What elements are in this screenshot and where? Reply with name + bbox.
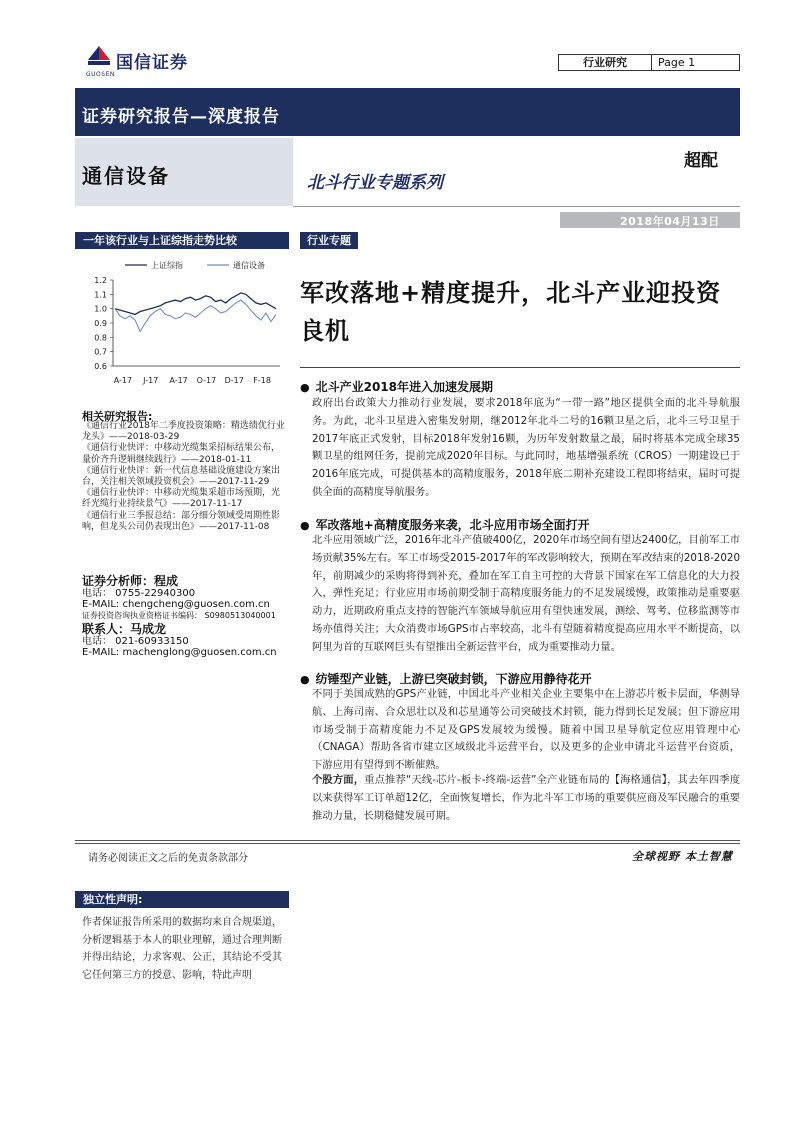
section-heading: ● 军改落地+高精度服务来袭，北斗应用市场全面打开 [300,516,590,533]
y-tick-label: 1.1 [94,290,107,300]
topic-tag: 行业专题 [300,232,358,249]
related-item: 《通信行业三季报总结：部分细分领域受周期性影响，但龙头公司仍表现出色》——2017-11-08 [82,510,281,532]
y-tick-label: 0.6 [94,362,107,371]
page-label: Page [658,56,685,69]
logo-name: 国信证券 [116,53,188,73]
legend-label: 通信设备 [233,261,265,270]
series-line-sector [115,300,276,332]
report-date: 2018年04月13日 [620,215,720,228]
title-divider [300,367,740,368]
analyst-phone: 电话： 0755-22940300 [82,588,196,599]
page-number: 1 [688,56,696,69]
section-body: 不同于美国成熟的GPS产业链，中国北斗产业相关企业主要集中在上游芯片板卡层面，华测导航、上海司南、合众思壮以及和芯星通等公司突破技术封锁，能力得到长足发展；但下游应用市场受制于高精度能力不足及GPS发展较为缓慢。随着中国卫星导航定位应用管理中心（CNAGA）帮助各省市建立区域级北斗运营平台，以及更多的企业申请北斗运营平台资质，下游应用有望得到不断催熟。 [312,688,740,772]
analyst-email: E-MAIL: chengcheng@guosen.com.cn [82,599,270,610]
y-tick-label: 1.2 [94,276,107,285]
independence-text: 作者保证报告所采用的数据均来自合规渠道，分析逻辑基于本人的职业理解，通过合理判断并得出结论，力求客观、公正，其结论不受其它任何第三方的授意、影响，特此声明 [82,917,282,981]
footer-slogan: 全球视野 本土智慧 [632,850,733,863]
stock-pick-paragraph [312,772,740,825]
related-heading: 相关研究报告: [82,410,153,423]
divider [293,206,740,207]
report-type: 证券研究报告—深度报告 [82,107,280,127]
contact-name: 联系人：马成龙 [82,622,167,636]
section-heading: ● 纺锤型产业链，上游已突破封锁，下游应用静待花开 [300,670,592,687]
y-tick-label: 1.0 [94,304,107,314]
header-meta-box [558,54,740,71]
related-item: 《通信行业2018年二季度投资策略：精选绩优行业龙头》——2018-03-29 [82,421,285,443]
stock-pick-body: 重点推荐“天线-芯片-板卡-终端-运营”全产业链布局的【海格通信】，其去年四季度以来获得军工订单超12亿，全面恢复增长，作为北斗军工市场的重要供应商及军民融合的重要推动力量，长期稳健发展可期。 [312,774,740,822]
x-tick-label: J-17 [143,376,159,385]
footer-disclaimer: 请务必阅读正文之后的免责条款部分 [88,853,248,864]
section-body: 北斗应用领域广泛，2016年北斗产值破400亿，2020年市场空间有望达2400亿，目前军工市场贡献35%左右。军工市场受2015-2017年的军改影响较大，预期在军改结束的2018-2020年，前期减少的采购将得到补充，叠加在军工自主可控的大背景下国家在军工信息化的大力投入，弹性充足；行业应用市场前期受制于高精度服务能力的不足发展缓慢，政策推动是重要驱动力，近期政府重点支持的智能汽车领域导航应用有望快速发展，测绘、驾考、位移监测等市场亦值得关注；大众消费市场GPS市占率较高，北斗有望随着精度提高应用水平不断提高，以阿里为首的互联网巨头有望推出全新运营平台，成为重要推动力量。 [312,534,740,653]
x-tick-label: A-17 [169,376,188,385]
x-tick-label: A-17 [113,376,133,385]
legend-label: 上证综指 [151,261,183,270]
related-item: 《通信行业快评：中移动光缆集采招标结果公布，量价齐升逻辑继续践行》——2018-01-11 [82,443,281,465]
related-item: 《通信行业快评：中移动光缆集采超市场预期，光纤光缆行业持续景气》——2017-11-17 [82,488,281,510]
company-logo [86,42,206,78]
footer-divider [75,843,740,844]
x-tick-label: D-17 [224,376,244,385]
analyst-cert: 证券投资咨询执业资格证书编码： S0980513040001 [82,611,276,620]
section-heading: ● 北斗产业2018年进入加速发展期 [300,378,493,395]
header-category: 行业研究 [559,55,652,70]
x-tick-label: O-17 [196,376,217,385]
logo-mark-icon [86,42,112,72]
stock-pick-lead: 个股方面， [312,774,365,786]
trend-chart [75,252,289,392]
y-tick-label: 0.7 [94,347,107,357]
related-list [82,421,287,533]
analyst-name: 证券分析师：程成 [82,574,179,588]
main-title: 军改落地+精度提升，北斗产业迎投资良机 [300,279,722,345]
x-tick-label: F-18 [253,376,271,385]
y-tick-label: 0.9 [94,319,107,328]
sector-name: 通信设备 [82,164,170,188]
contact-phone: 电话： 021-60933150 [82,636,189,647]
section-body: 政府出台政策大力推动行业发展，要求2018年底为“一带一路”地区提供全面的北斗导航服务。为此，北斗卫星进入密集发射期，继2012年北斗二号的16颗卫星之后，北斗三号卫星于2017年底正式发射，目标2018年发射16颗，为历年发射数量之最，届时将基本完成全球35颗卫星的组网任务，提前完成2020年目标。与此同时，地基增强系统（CROS）一期建设已于2016年底完成，可提供基本的高精度服务，2018年底二期补充建设工程即将结束，届时可提供全面的高精度导航服务。 [312,397,740,498]
series-title: 北斗行业专题系列 [307,173,443,193]
contact-email: E-MAIL: machenglong@guosen.com.cn [82,647,277,658]
independence-heading: 独立性声明: [75,891,289,908]
footer-divider [75,840,740,841]
header-page [652,55,695,70]
chart-heading: 一年该行业与上证综指走势比较 [75,232,289,249]
rating: 超配 [684,151,718,171]
logo-subtitle: GUOSEN [86,71,115,78]
y-tick-label: 0.8 [94,333,107,343]
related-item: 《通信行业快评：新一代信息基础设施建设方案出台，关注相关领域投资机会》——2017-11-29 [82,465,281,488]
